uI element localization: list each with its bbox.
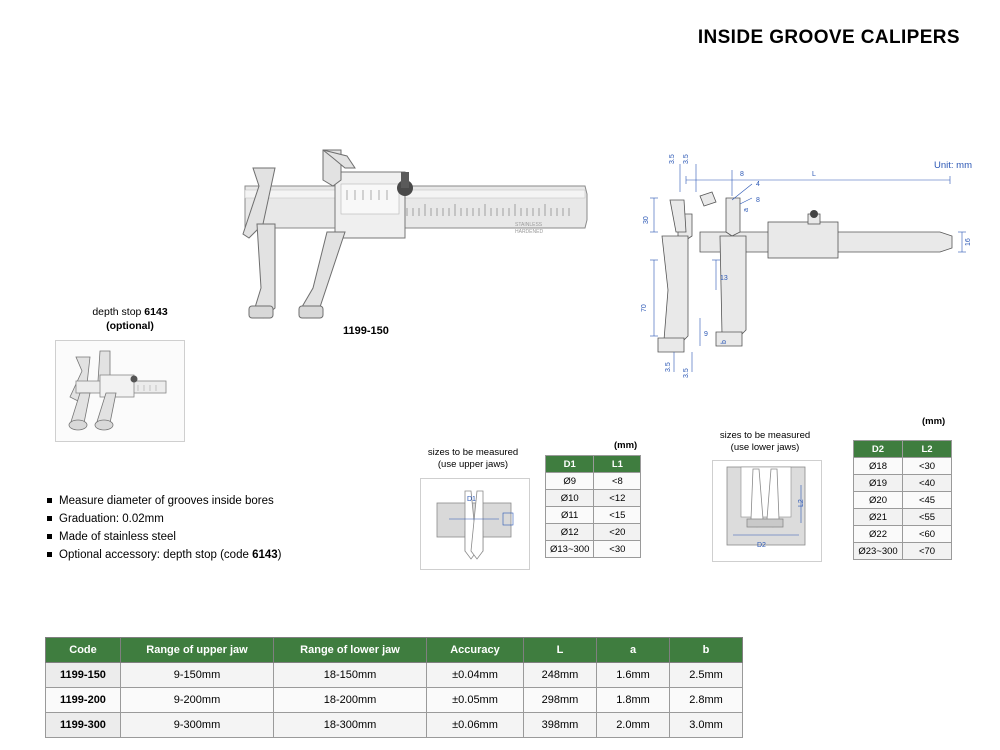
spec-cell-1-1: 9-200mm: [121, 688, 274, 713]
lower-cell-1-1: <40: [903, 475, 952, 492]
lower-sizes-diagram: [712, 460, 822, 562]
depth-stop-line2: (optional): [106, 320, 154, 332]
spec-header-3: Accuracy: [427, 638, 524, 663]
table-row: [46, 713, 743, 738]
spec-cell-2-5: 2.0mm: [597, 713, 670, 738]
table-row: [546, 524, 641, 541]
upper-sizes-diagram: [420, 478, 530, 570]
dim-9: 9: [704, 331, 708, 338]
lower-sizes-table: [853, 440, 952, 560]
spec-cell-2-3: ±0.06mm: [427, 713, 524, 738]
lower-cell-3-1: <55: [903, 509, 952, 526]
lower-cell-5-0: Ø23~300: [854, 543, 903, 560]
spec-header-2: Range of lower jaw: [274, 638, 427, 663]
table-row: [854, 509, 952, 526]
dim-13: 13: [720, 275, 728, 282]
spec-cell-2-1: 9-300mm: [121, 713, 274, 738]
upper-cell-3-1: <20: [594, 524, 641, 541]
feature-list: [45, 492, 375, 564]
feature-item-1: Graduation: 0.02mm: [45, 510, 375, 528]
lower-cell-3-0: Ø21: [854, 509, 903, 526]
upper-cell-2-1: <15: [594, 507, 641, 524]
dim-4: 4: [756, 181, 760, 188]
upper-cell-0-0: Ø9: [546, 473, 594, 490]
dim-a: a: [743, 208, 750, 212]
table-row: [854, 475, 952, 492]
spec-cell-1-0: 1199-200: [46, 688, 121, 713]
product-photo-main: [215, 128, 615, 338]
unit-note: Unit: mm: [934, 160, 972, 171]
upper-sizes-caption-line2: (use upper jaws): [437, 459, 509, 470]
upper-cell-3-0: Ø12: [546, 524, 594, 541]
lower-cell-0-0: Ø18: [854, 458, 903, 475]
spec-cell-0-4: 248mm: [524, 663, 597, 688]
spec-cell-1-3: ±0.05mm: [427, 688, 524, 713]
spec-cell-0-1: 9-150mm: [121, 663, 274, 688]
lower-diagram-label: D2: [757, 542, 766, 549]
svg-text:HARDENED: HARDENED: [515, 229, 544, 235]
depth-stop-line1: depth stop: [92, 306, 145, 318]
spec-cell-0-0: 1199-150: [46, 663, 121, 688]
upper-sizes-table: [545, 455, 641, 558]
lower-table-header-row: [854, 441, 952, 458]
lower-cell-5-1: <70: [903, 543, 952, 560]
spec-cell-1-2: 18-200mm: [274, 688, 427, 713]
depth-stop-photo: [55, 340, 185, 442]
spec-cell-0-5: 1.6mm: [597, 663, 670, 688]
upper-cell-4-0: Ø13~300: [546, 541, 594, 558]
svg-text:STAINLESS: STAINLESS: [515, 222, 543, 228]
spec-cell-1-6: 2.8mm: [670, 688, 743, 713]
lower-cell-2-0: Ø20: [854, 492, 903, 509]
specification-table: [45, 637, 743, 738]
lower-cell-0-1: <30: [903, 458, 952, 475]
dim-L: L: [812, 171, 816, 178]
lower-sizes-caption: [700, 430, 830, 454]
dim-b: b: [721, 340, 728, 344]
table-row: [546, 473, 641, 490]
table-row: [854, 543, 952, 560]
depth-stop-code: 6143: [144, 306, 168, 318]
lower-sizes-unit: (mm): [922, 416, 946, 427]
table-row: [854, 492, 952, 509]
feature-item-2: Made of stainless steel: [45, 528, 375, 546]
spec-cell-2-2: 18-300mm: [274, 713, 427, 738]
spec-cell-0-6: 2.5mm: [670, 663, 743, 688]
upper-cell-1-0: Ø10: [546, 490, 594, 507]
lower-sizes-caption-line2: (use lower jaws): [730, 442, 800, 453]
page-title: INSIDE GROOVE CALIPERS: [697, 27, 960, 48]
product-photo-caption: 1199-150: [343, 325, 389, 337]
spec-cell-1-5: 1.8mm: [597, 688, 670, 713]
dim-8-a: 8: [740, 171, 744, 178]
lower-diagram-label2: L2: [798, 499, 805, 507]
table-row: [546, 490, 641, 507]
upper-cell-1-1: <12: [594, 490, 641, 507]
dim-70: 70: [641, 304, 648, 312]
table-row: [854, 458, 952, 475]
lower-table-header-1: L2: [903, 441, 952, 458]
lower-cell-2-1: <45: [903, 492, 952, 509]
feature-item-0: Measure diameter of grooves inside bores: [45, 492, 375, 510]
lower-cell-1-0: Ø19: [854, 475, 903, 492]
spec-cell-2-6: 3.0mm: [670, 713, 743, 738]
upper-cell-4-1: <30: [594, 541, 641, 558]
table-row: [546, 507, 641, 524]
spec-cell-2-0: 1199-300: [46, 713, 121, 738]
upper-table-header-row: [546, 456, 641, 473]
spec-header-6: b: [670, 638, 743, 663]
depth-stop-label: [70, 305, 190, 333]
spec-header-0: Code: [46, 638, 121, 663]
lower-cell-4-1: <60: [903, 526, 952, 543]
dim-16: 16: [965, 238, 972, 246]
table-row: [854, 526, 952, 543]
dim-35-b: 3.5: [683, 154, 690, 164]
technical-drawing: [640, 140, 980, 380]
upper-sizes-caption-line1: sizes to be measured: [427, 447, 519, 458]
table-row: [46, 688, 743, 713]
spec-cell-0-3: ±0.04mm: [427, 663, 524, 688]
spec-header-row: [46, 638, 743, 663]
lower-sizes-caption-line1: sizes to be measured: [719, 430, 811, 441]
dim-8-b: 8: [756, 197, 760, 204]
upper-cell-0-1: <8: [594, 473, 641, 490]
spec-header-5: a: [597, 638, 670, 663]
upper-sizes-unit: (mm): [614, 440, 638, 451]
upper-diagram-label: D1: [467, 496, 476, 503]
upper-table-header-1: L1: [594, 456, 641, 473]
upper-table-header-0: D1: [546, 456, 594, 473]
upper-sizes-caption: [408, 447, 538, 471]
spec-header-1: Range of upper jaw: [121, 638, 274, 663]
lower-table-header-0: D2: [854, 441, 903, 458]
spec-header-4: L: [524, 638, 597, 663]
feature-item-3: Optional accessory: depth stop (code 6143): [45, 546, 375, 564]
dim-35-d: 3.5: [683, 368, 690, 378]
spec-cell-2-4: 398mm: [524, 713, 597, 738]
dim-35-c: 3.5: [665, 362, 672, 372]
upper-cell-2-0: Ø11: [546, 507, 594, 524]
lower-cell-4-0: Ø22: [854, 526, 903, 543]
table-row: [46, 663, 743, 688]
table-row: [546, 541, 641, 558]
spec-cell-1-4: 298mm: [524, 688, 597, 713]
dim-30: 30: [643, 216, 650, 224]
spec-cell-0-2: 18-150mm: [274, 663, 427, 688]
dim-35-a: 3.5: [669, 154, 676, 164]
